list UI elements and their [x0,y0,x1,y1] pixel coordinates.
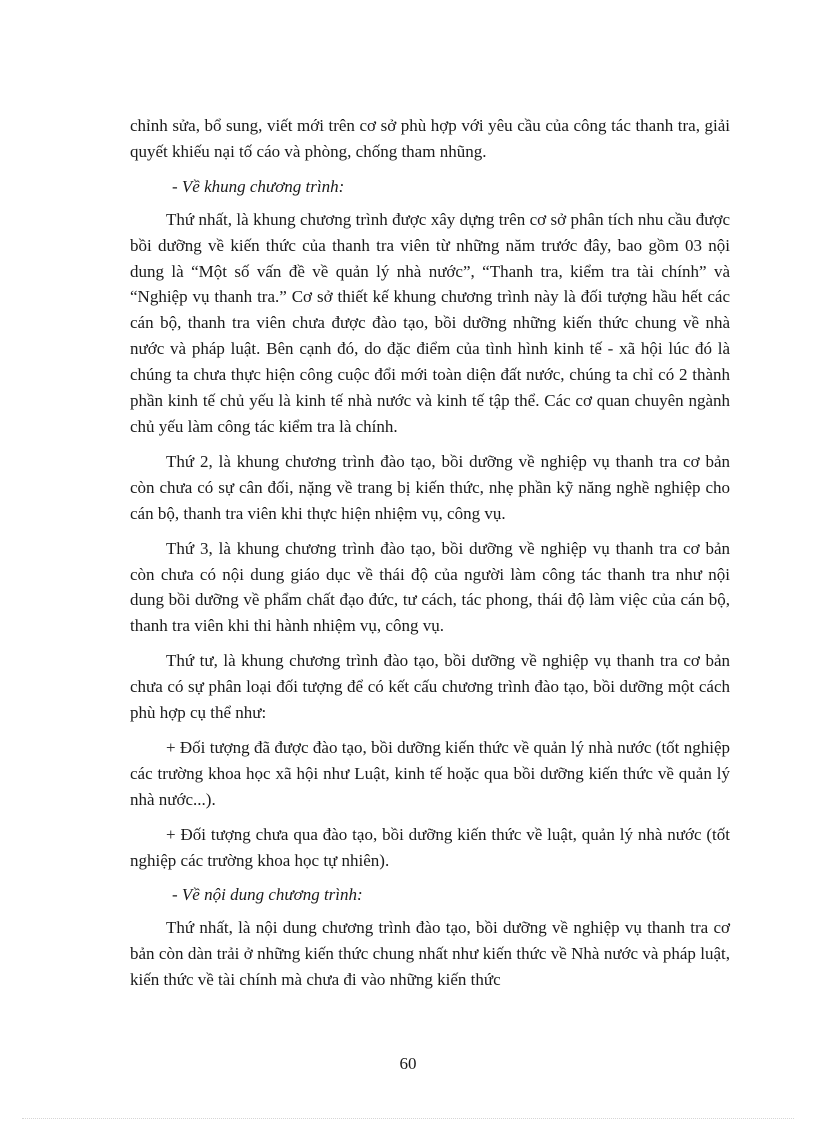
paragraph-content-first-point: Thứ nhất, là nội dung chương trình đào tạo, bồi dưỡng về nghiệp vụ thanh tra cơ bản còn dàn trải ở những kiến thức chung nhất như kiến thức về Nhà nước và pháp luật, kiến thức về tài chính mà chưa đi vào những kiến thức [130,918,730,990]
section-heading-program-content: - Về nội dung chương trình: [172,885,363,905]
paragraph-continuation: chỉnh sửa, bổ sung, viết mới trên cơ sở phù hợp với yêu cầu của công tác thanh tra, giải quyết khiếu nại tố cáo và phòng, chống tham nhũng. [130,116,730,161]
page-bottom-divider [22,1118,794,1119]
paragraph-first-point: Thứ nhất, là khung chương trình được xây dựng trên cơ sở phân tích nhu cầu được bồi dưỡng về kiến thức của thanh tra viên từ những năm trước đây, bao gồm 03 nội dung là “Một số vấn đề về quản lý nhà nước”, “Thanh tra, kiểm tra tài chính” và “Nghiệp vụ thanh tra.” Cơ sở thiết kế khung chương trình này là đối tượng hầu hết các cán bộ, thanh tra viên chưa được đào tạo, bồi dưỡng những kiến thức chung về nhà nước và pháp luật. Bên cạnh đó, do đặc điểm của tình hình kinh tế - xã hội lúc đó là chúng ta chưa thực hiện công cuộc đổi mới toàn diện đất nước, chúng ta chỉ có 2 thành phần kinh tế chủ yếu là kinh tế nhà nước và kinh tế tập thể. Các cơ quan chuyên ngành chủ yếu làm công tác kiểm tra là chính. [130,209,730,436]
page-number: 60 [399,1054,417,1073]
paragraph-fourth-point: Thứ tư, là khung chương trình đào tạo, bồi dưỡng về nghiệp vụ thanh tra cơ bản chưa có sự phân loại đối tượng để có kết cấu chương trình đào tạo, bồi dưỡng một cách phù hợp cụ thể như: [130,651,730,723]
list-item-untrained-group: + Đối tượng chưa qua đào tạo, bồi dưỡng kiến thức về luật, quản lý nhà nước (tốt nghiệp các trường khoa học tự nhiên). [130,824,730,870]
paragraph-second-point: Thứ 2, là khung chương trình đào tạo, bồi dưỡng về nghiệp vụ thanh tra cơ bản còn chưa có sự cân đối, nặng về trang bị kiến thức, nhẹ phần kỹ năng nghề nghiệp cho cán bộ, thanh tra viên khi thực hiện nhiệm vụ, công vụ. [130,451,730,523]
page-body [130,113,730,1002]
list-item-trained-group: + Đối tượng đã được đào tạo, bồi dưỡng kiến thức về quản lý nhà nước (tốt nghiệp các trường khoa học xã hội như Luật, kinh tế hoặc qua bồi dưỡng kiến thức về quản lý nhà nước...). [130,737,730,809]
paragraph-third-point: Thứ 3, là khung chương trình đào tạo, bồi dưỡng về nghiệp vụ thanh tra cơ bản còn chưa có nội dung giáo dục về thái độ của người làm công tác thanh tra như nội dung bồi dưỡng về phẩm chất đạo đức, tư cách, tác phong, thái độ làm việc của cán bộ, thanh tra viên khi thi hành nhiệm vụ, công vụ. [130,538,730,636]
section-heading-program-framework: - Về khung chương trình: [172,176,345,196]
